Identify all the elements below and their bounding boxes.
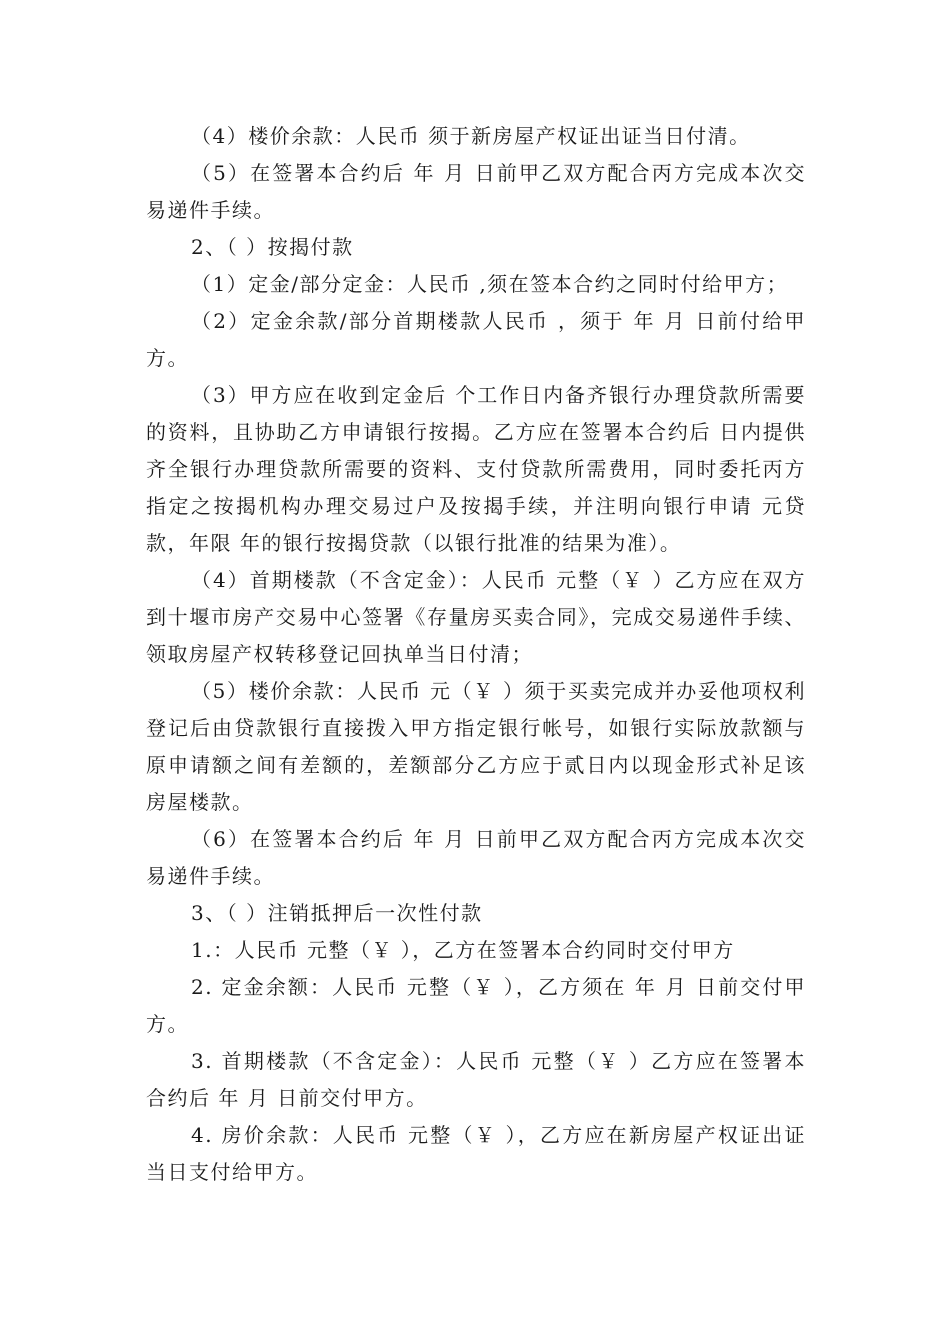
mortgage-clause-4: （4）首期楼款（不含定金）：人民币 元整（￥ ）乙方应在双方到十堰市房产交易中心签署《存量房买卖合同》，完成交易递件手续、领取房屋产权转移登记回执单当日付清；	[146, 568, 806, 666]
clause-4-balance: （4）楼价余款：人民币 须于新房屋产权证出证当日付清。	[191, 124, 751, 148]
mortgage-clause-2: （2）定金余款/部分首期楼款人民币 ，须于 年 月 日前付给甲方。	[146, 309, 806, 370]
lump-sum-clause-4: 4. 房价余款：人民币 元整（￥ ），乙方应在新房屋产权证出证当日支付给甲方。	[146, 1123, 806, 1184]
section-3-heading: 3、（ ）注销抵押后一次性付款	[191, 901, 483, 925]
clause-5-filing: （5）在签署本合约后 年 月 日前甲乙双方配合丙方完成本次交易递件手续。	[146, 161, 806, 222]
document-body	[146, 118, 806, 1191]
mortgage-clause-1: （1）定金/部分定金：人民币 ,须在签本合约之同时付给甲方；	[191, 272, 789, 296]
lump-sum-clause-2: 2. 定金余额：人民币 元整（￥ ），乙方须在 年 月 日前交付甲方。	[146, 975, 806, 1036]
section-2-heading: 2、（ ）按揭付款	[191, 235, 354, 259]
mortgage-clause-3: （3）甲方应在收到定金后 个工作日内备齐银行办理贷款所需要的资料，且协助乙方申请银行按揭。乙方应在签署本合约后 日内提供齐全银行办理贷款所需要的资料、支付贷款所需费用，同时委托丙方指定之按揭机构办理交易过户及按揭手续，并注明向银行申请 元贷款，年限 年的银行按揭贷款（以银行批准的结果为准）。	[146, 383, 806, 555]
mortgage-clause-5: （5）楼价余款：人民币 元（￥ ）须于买卖完成并办妥他项权利登记后由贷款银行直接拨入甲方指定银行帐号，如银行实际放款额与原申请额之间有差额的，差额部分乙方应于贰日内以现金形式补足该房屋楼款。	[146, 679, 806, 814]
mortgage-clause-6: （6）在签署本合约后 年 月 日前甲乙双方配合丙方完成本次交易递件手续。	[146, 827, 806, 888]
lump-sum-clause-1: 1.：人民币 元整（￥ ），乙方在签署本合约同时交付甲方	[191, 938, 735, 962]
lump-sum-clause-3: 3. 首期楼款（不含定金）：人民币 元整（￥ ）乙方应在签署本合约后 年 月 日前交付甲方。	[146, 1049, 806, 1110]
